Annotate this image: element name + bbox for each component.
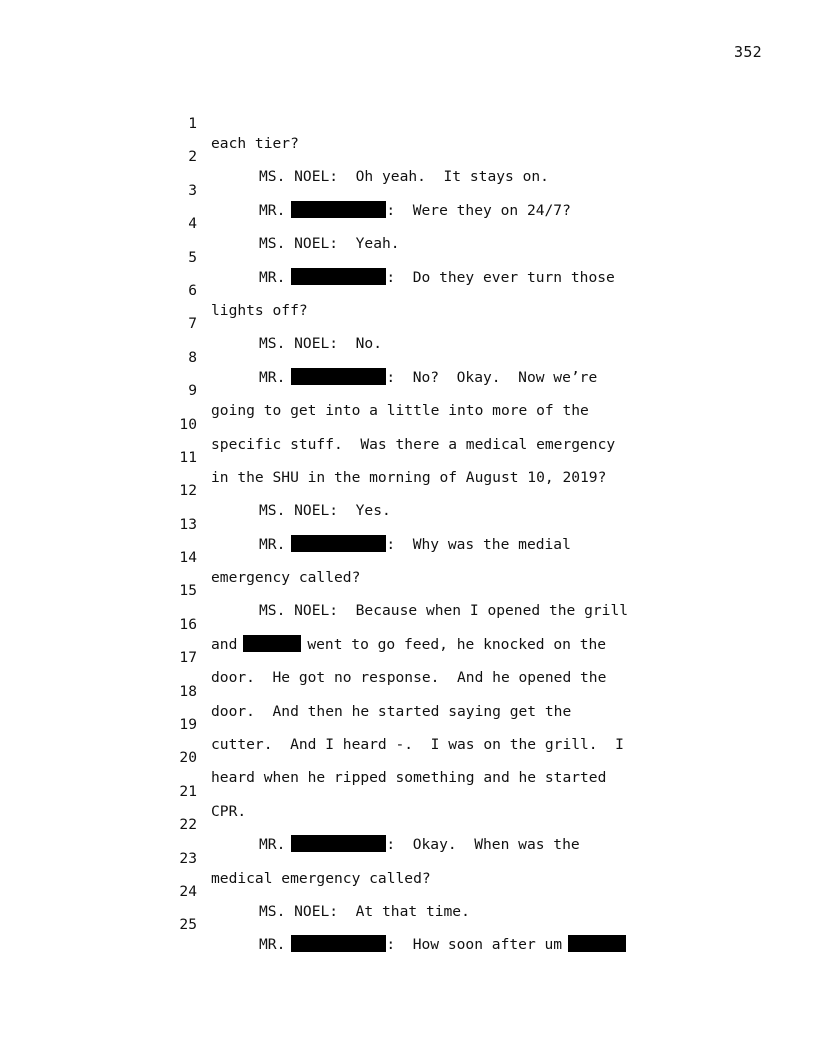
transcript-line [165, 294, 725, 353]
line-text: door. He got no response. And he opened the [211, 669, 607, 687]
transcript-line [165, 461, 725, 520]
transcript-line [165, 428, 725, 486]
line-number: 1 [188, 115, 197, 132]
transcript-line [165, 395, 725, 453]
speaker-label: MR. [259, 936, 286, 954]
transcript-line [165, 795, 725, 854]
line-text: heard when he ripped something and he started [211, 769, 607, 787]
speech-text: : Why was the medial [386, 535, 571, 553]
transcript-line [165, 895, 725, 954]
transcript-line [165, 127, 725, 186]
speaker-label: MR. [259, 368, 286, 386]
transcript-line [165, 495, 725, 553]
line-text: specific stuff. Was there a medical emergency [211, 435, 616, 453]
speaker-label: MS. NOEL: [259, 335, 339, 353]
transcript-line [165, 194, 725, 253]
transcript-line [165, 595, 725, 653]
line-number: 8 [188, 348, 197, 366]
speaker-label: MS. NOEL: [259, 902, 339, 920]
transcript-line [165, 695, 725, 754]
speaker-label: MR. [259, 836, 286, 854]
transcript-line [165, 862, 725, 920]
speech-text: Because when I opened the grill [338, 602, 629, 620]
speech-text: At that time. [338, 902, 470, 920]
speaker-label: MS. NOEL: [259, 602, 339, 620]
line-text: in the SHU in the morning of August 10, 2019? [211, 468, 607, 486]
speaker-label: MR. [259, 535, 286, 553]
line-text: lights off? [211, 301, 308, 319]
speaker-label: MS. NOEL: [259, 235, 339, 253]
line-number: 7 [188, 315, 197, 333]
speech-text: went to go feed, he knocked on the [307, 635, 607, 653]
line-number: 25 [179, 916, 197, 934]
transcript-line [165, 628, 725, 687]
speech-text: No. [338, 335, 383, 353]
line-number: 11 [179, 448, 197, 466]
line-text: CPR. [211, 802, 247, 820]
speech-text: Oh yeah. It stays on. [338, 168, 549, 186]
transcript-line [165, 662, 725, 720]
page-number: 352 [734, 43, 762, 61]
redaction-bar [568, 935, 626, 952]
transcript-line [165, 528, 725, 587]
line-number: 9 [188, 382, 197, 400]
line-number: 3 [188, 181, 197, 199]
line-number: 13 [179, 515, 197, 533]
line-text: medical emergency called? [211, 869, 431, 887]
line-number: 12 [179, 482, 197, 500]
transcript-line [165, 561, 725, 620]
redaction-bar [291, 935, 386, 952]
line-number: 24 [179, 882, 197, 900]
transcript-body [165, 94, 725, 954]
line-number: 2 [188, 148, 197, 166]
transcript-line [165, 228, 725, 286]
line-number: 19 [179, 716, 197, 734]
transcript-line [165, 261, 725, 319]
speech-text: : No? Okay. Now we’re [386, 368, 598, 386]
line-number: 14 [179, 549, 197, 567]
line-number: 5 [188, 248, 197, 266]
line-text: cutter. And I heard -. I was on the grill. I [211, 736, 624, 754]
speech-text: : Do they ever turn those [386, 268, 615, 286]
line-number: 16 [179, 615, 197, 633]
speech-text: Yes. [338, 502, 391, 520]
line-text [259, 935, 632, 955]
line-number: 18 [179, 682, 197, 700]
line-number: 6 [188, 281, 197, 299]
transcript-line [165, 361, 725, 420]
line-number: 4 [188, 215, 197, 233]
line-text: each tier? [211, 135, 299, 152]
line-number: 17 [179, 649, 197, 667]
line-number: 23 [179, 849, 197, 867]
transcript-line [165, 94, 725, 152]
line-text: door. And then he started saying get the [211, 702, 572, 720]
transcript-line [165, 829, 725, 887]
speech-text: : Okay. When was the [386, 836, 580, 854]
line-number: 10 [179, 415, 197, 433]
speech-text: : Were they on 24/7? [386, 201, 571, 219]
transcript-line [165, 328, 725, 386]
speaker-label: MR. [259, 201, 286, 219]
line-text: going to get into a little into more of the [211, 402, 589, 420]
speech-text: : How soon after um [386, 936, 563, 954]
speech-text: and [211, 635, 238, 653]
transcript-line [165, 728, 725, 787]
transcript-line [165, 762, 725, 820]
speaker-label: MS. NOEL: [259, 168, 339, 186]
speaker-label: MR. [259, 268, 286, 286]
line-number: 21 [179, 782, 197, 800]
transcript-line [165, 161, 725, 219]
line-number: 15 [179, 582, 197, 600]
speech-text: Yeah. [338, 235, 400, 253]
line-text: emergency called? [211, 569, 361, 587]
line-number: 22 [179, 816, 197, 834]
line-number: 20 [179, 749, 197, 767]
speaker-label: MS. NOEL: [259, 502, 339, 520]
